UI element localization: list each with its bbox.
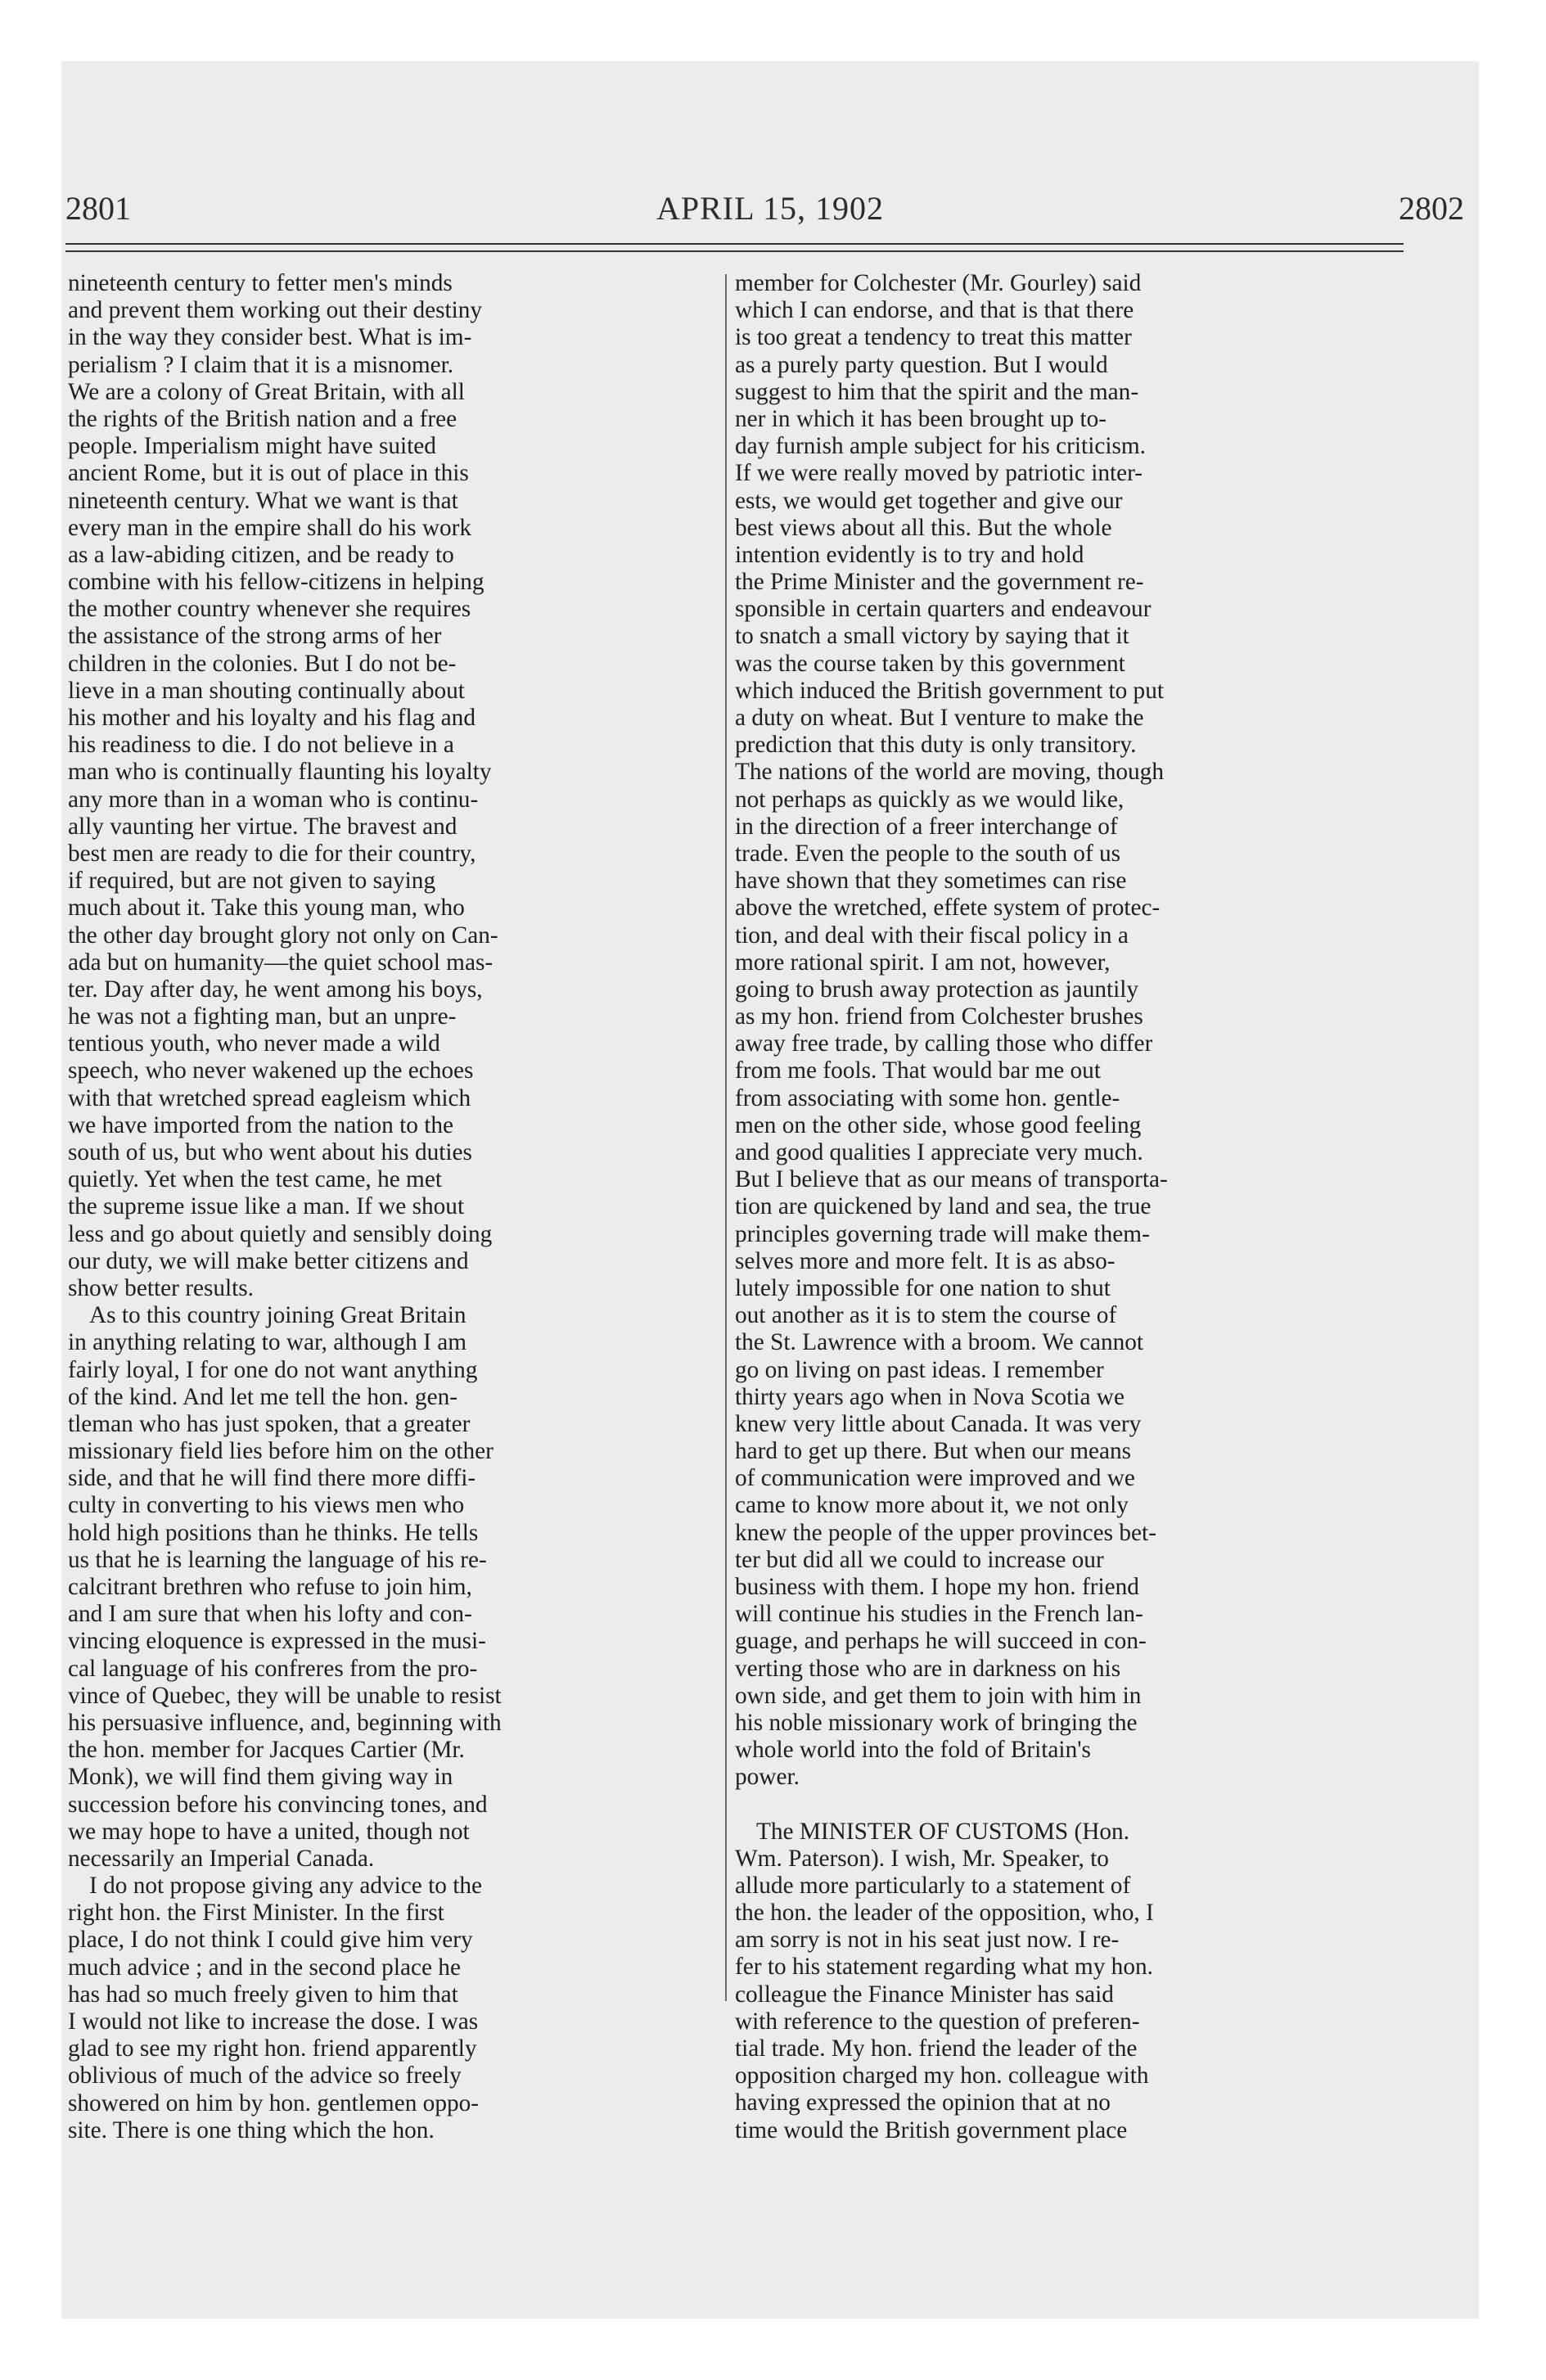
text-line: I do not propose giving any advice to the — [89, 1873, 483, 1900]
text-line: tial trade. My hon. friend the leader of the — [735, 2035, 1138, 2062]
text-line: calcitrant brethren who refuse to join him, — [68, 1574, 472, 1600]
text-line: as a law-abiding citizen, and be ready to — [68, 541, 454, 568]
text-line: as my hon. friend from Colchester brushes — [735, 1003, 1143, 1030]
text-line: our duty, we will make better citizens and — [68, 1247, 469, 1274]
header-rule-bottom — [65, 250, 1404, 252]
text-line: man who is continually flaunting his loyalty — [68, 759, 492, 786]
text-line: best views about all this. But the whole — [735, 514, 1112, 541]
text-line: of communication were improved and we — [735, 1465, 1135, 1492]
text-line: Wm. Paterson). I wish, Mr. Speaker, to — [735, 1845, 1109, 1872]
text-line: men on the other side, whose good feeling — [735, 1111, 1142, 1138]
text-line: day furnish ample subject for his criticism. — [735, 433, 1146, 460]
text-line: have shown that they sometimes can rise — [735, 868, 1127, 895]
page-header — [61, 189, 1479, 238]
text-line: the Prime Minister and the government re- — [735, 569, 1144, 596]
text-line: the hon. the leader of the opposition, who, I — [735, 1900, 1154, 1927]
text-line: tentious youth, who never made a wild — [68, 1030, 440, 1057]
text-line: colleague the Finance Minister has said — [735, 1981, 1114, 2008]
text-line: guage, and perhaps he will succeed in con- — [735, 1628, 1147, 1655]
text-line: am sorry is not in his seat just now. I re- — [735, 1927, 1120, 1954]
text-line: we may hope to have a united, though not — [68, 1818, 470, 1845]
text-line: fairly loyal, I for one do not want anything — [68, 1356, 478, 1383]
text-line: best men are ready to die for their country, — [68, 840, 476, 867]
text-line: go on living on past ideas. I remember — [735, 1356, 1104, 1383]
text-line: if required, but are not given to saying — [68, 868, 436, 895]
text-line: ests, we would get together and give our — [735, 487, 1123, 514]
text-line: much advice ; and in the second place he — [68, 1954, 461, 1981]
text-line: his readiness to die. I do not believe in a — [68, 732, 454, 759]
text-line: as a purely party question. But I would — [735, 351, 1108, 378]
text-line: But I believe that as our means of transporta- — [735, 1166, 1168, 1193]
text-line: the St. Lawrence with a broom. We cannot — [735, 1329, 1144, 1356]
text-line: above the wretched, effete system of protec- — [735, 895, 1161, 922]
text-line: I would not like to increase the dose. I was — [68, 2008, 479, 2035]
text-line: his noble missionary work of bringing the — [735, 1709, 1138, 1736]
text-line: people. Imperialism might have suited — [68, 433, 436, 460]
text-line: the hon. member for Jacques Cartier (Mr. — [68, 1737, 465, 1764]
text-line: hard to get up there. But when our means — [735, 1438, 1132, 1465]
column-divider — [725, 274, 727, 2001]
text-line: not perhaps as quickly as we would like, — [735, 786, 1125, 813]
text-line: whole world into the fold of Britain's — [735, 1737, 1091, 1764]
text-line: quietly. Yet when the test came, he met — [68, 1166, 442, 1193]
page-number-left: 2801 — [65, 190, 131, 227]
text-line: going to brush away protection as jauntily — [735, 976, 1139, 1003]
text-line: As to this country joining Great Britain — [89, 1302, 467, 1329]
text-line: which I can endorse, and that is that there — [735, 297, 1134, 324]
text-line: the assistance of the strong arms of her — [68, 623, 442, 650]
text-line: with that wretched spread eagleism which — [68, 1084, 471, 1111]
text-line: right hon. the First Minister. In the first — [68, 1900, 444, 1927]
text-line: to snatch a small victory by saying that it — [735, 623, 1129, 650]
left-column — [68, 270, 717, 2144]
text-line: place, I do not think I could give him very — [68, 1927, 473, 1954]
text-line: in anything relating to war, although I am — [68, 1329, 467, 1356]
text-line: verting those who are in darkness on his — [735, 1655, 1121, 1682]
text-line: ner in which it has been brought up to- — [735, 405, 1107, 432]
text-line: his persuasive influence, and, beginning with — [68, 1709, 502, 1736]
text-line: ally vaunting her virtue. The bravest and — [68, 813, 457, 840]
text-line: in the direction of a freer interchange of — [735, 813, 1118, 840]
text-line: from associating with some hon. gentle- — [735, 1084, 1120, 1111]
text-line: was the course taken by this government — [735, 650, 1125, 677]
text-line: opposition charged my hon. colleague with — [735, 2062, 1149, 2089]
text-line: fer to his statement regarding what my hon. — [735, 1954, 1153, 1981]
text-line: came to know more about it, we not only — [735, 1492, 1129, 1519]
text-line: which induced the British government to put — [735, 677, 1164, 704]
text-line: every man in the empire shall do his work — [68, 514, 472, 541]
text-line: vincing eloquence is expressed in the musi- — [68, 1628, 486, 1655]
text-line: much about it. Take this young man, who — [68, 895, 465, 922]
text-line: the other day brought glory not only on Can- — [68, 922, 498, 949]
text-line: nineteenth century. What we want is that — [68, 487, 458, 514]
text-line: ter. Day after day, he went among his boys, — [68, 976, 483, 1003]
text-line: is too great a tendency to treat this matter — [735, 324, 1132, 351]
text-line: culty in converting to his views men who — [68, 1492, 465, 1519]
text-line: and good qualities I appreciate very much. — [735, 1139, 1143, 1165]
text-line: the rights of the British nation and a free — [68, 405, 457, 432]
page-number-right: 2802 — [1399, 190, 1464, 227]
text-line: he was not a fighting man, but an unpre- — [68, 1003, 457, 1030]
text-line: succession before his convincing tones, and — [68, 1791, 488, 1818]
text-line: suggest to him that the spirit and the man- — [735, 378, 1139, 405]
text-line: combine with his fellow-citizens in helping — [68, 569, 485, 596]
text-line: his mother and his loyalty and his flag and — [68, 705, 476, 731]
text-line: vince of Quebec, they will be unable to resist — [68, 1682, 502, 1709]
text-line: If we were really moved by patriotic inter- — [735, 460, 1143, 487]
text-line: of the kind. And let me tell the hon. gen- — [68, 1383, 457, 1410]
text-line: The MINISTER OF CUSTOMS (Hon. — [756, 1818, 1130, 1845]
text-line: ancient Rome, but it is out of place in this — [68, 460, 469, 487]
header-rule-top — [65, 243, 1404, 245]
text-line: the mother country whenever she requires — [68, 596, 471, 623]
text-line: allude more particularly to a statement of — [735, 1872, 1131, 1899]
text-line: own side, and get them to join with him in — [735, 1682, 1142, 1709]
text-line: time would the British government place — [735, 2116, 1128, 2143]
text-line: ada but on humanity—the quiet school mas- — [68, 949, 494, 976]
text-line: knew very little about Canada. It was very — [735, 1410, 1142, 1437]
page — [61, 61, 1479, 2319]
text-line: us that he is learning the language of his re- — [68, 1546, 487, 1573]
text-line: power. — [735, 1764, 800, 1791]
text-line: necessarily an Imperial Canada. — [68, 1845, 375, 1872]
text-line: hold high positions than he thinks. He tells — [68, 1519, 479, 1546]
text-line: selves more and more felt. It is as abso- — [735, 1247, 1116, 1274]
text-line: missionary field lies before him on the other — [68, 1438, 494, 1465]
text-line: and prevent them working out their destiny — [68, 297, 483, 324]
page-date: APRIL 15, 1902 — [656, 190, 885, 227]
text-line: perialism ? I claim that it is a misnomer. — [68, 351, 454, 378]
text-line: will continue his studies in the French lan- — [735, 1601, 1143, 1628]
text-line: The nations of the world are moving, though — [735, 759, 1164, 786]
text-line: tleman who has just spoken, that a greater — [68, 1410, 471, 1437]
text-line: oblivious of much of the advice so freely — [68, 2062, 462, 2089]
right-column — [735, 270, 1404, 2144]
text-line: nineteenth century to fetter men's minds — [68, 270, 453, 296]
text-line: speech, who never wakened up the echoes — [68, 1057, 474, 1084]
text-line: we have imported from the nation to the — [68, 1111, 454, 1138]
text-line: in the way they consider best. What is im- — [68, 324, 472, 351]
text-line: children in the colonies. But I do not be- — [68, 650, 457, 677]
text-line: showered on him by hon. gentlemen oppo- — [68, 2089, 480, 2116]
text-line: ter but did all we could to increase our — [735, 1546, 1104, 1573]
text-line: show better results. — [68, 1274, 255, 1301]
text-line: lieve in a man shouting continually about — [68, 677, 465, 704]
text-line: sponsible in certain quarters and endeavour — [735, 596, 1152, 623]
text-line: business with them. I hope my hon. friend — [735, 1574, 1139, 1600]
text-line: cal language of his confreres from the pro- — [68, 1655, 478, 1682]
text-line: tion are quickened by land and sea, the true — [735, 1193, 1152, 1220]
text-line: less and go about quietly and sensibly doing — [68, 1220, 493, 1247]
text-line: south of us, but who went about his duties — [68, 1139, 472, 1165]
text-line: away free trade, by calling those who differ — [735, 1030, 1153, 1057]
text-line: any more than in a woman who is continu- — [68, 786, 479, 813]
text-line: side, and that he will find there more diffi- — [68, 1465, 476, 1492]
text-line: principles governing trade will make them- — [735, 1220, 1150, 1247]
text-line: knew the people of the upper provinces bet- — [735, 1519, 1156, 1546]
text-line: trade. Even the people to the south of us — [735, 840, 1121, 867]
text-line: We are a colony of Great Britain, with all — [68, 378, 465, 405]
text-line: lutely impossible for one nation to shut — [735, 1274, 1111, 1301]
text-line: Monk), we will find them giving way in — [68, 1764, 453, 1791]
text-line: intention evidently is to try and hold — [735, 541, 1084, 568]
text-line: prediction that this duty is only transitory. — [735, 732, 1137, 759]
text-line: glad to see my right hon. friend apparently — [68, 2035, 477, 2062]
text-line: the supreme issue like a man. If we shout — [68, 1193, 465, 1220]
text-line: more rational spirit. I am not, however, — [735, 949, 1111, 976]
text-line: out another as it is to stem the course of — [735, 1302, 1117, 1329]
text-line: member for Colchester (Mr. Gourley) said — [735, 270, 1142, 296]
text-line: having expressed the opinion that at no — [735, 2089, 1111, 2116]
text-line: from me fools. That would bar me out — [735, 1057, 1101, 1084]
text-line: site. There is one thing which the hon. — [68, 2116, 435, 2143]
text-line: has had so much freely given to him that — [68, 1981, 458, 2008]
text-line: tion, and deal with their fiscal policy in a — [735, 922, 1129, 949]
text-line: thirty years ago when in Nova Scotia we — [735, 1383, 1125, 1410]
text-line: a duty on wheat. But I venture to make the — [735, 705, 1144, 731]
text-line: and I am sure that when his lofty and con- — [68, 1601, 472, 1628]
text-line: with reference to the question of preferen- — [735, 2008, 1140, 2035]
